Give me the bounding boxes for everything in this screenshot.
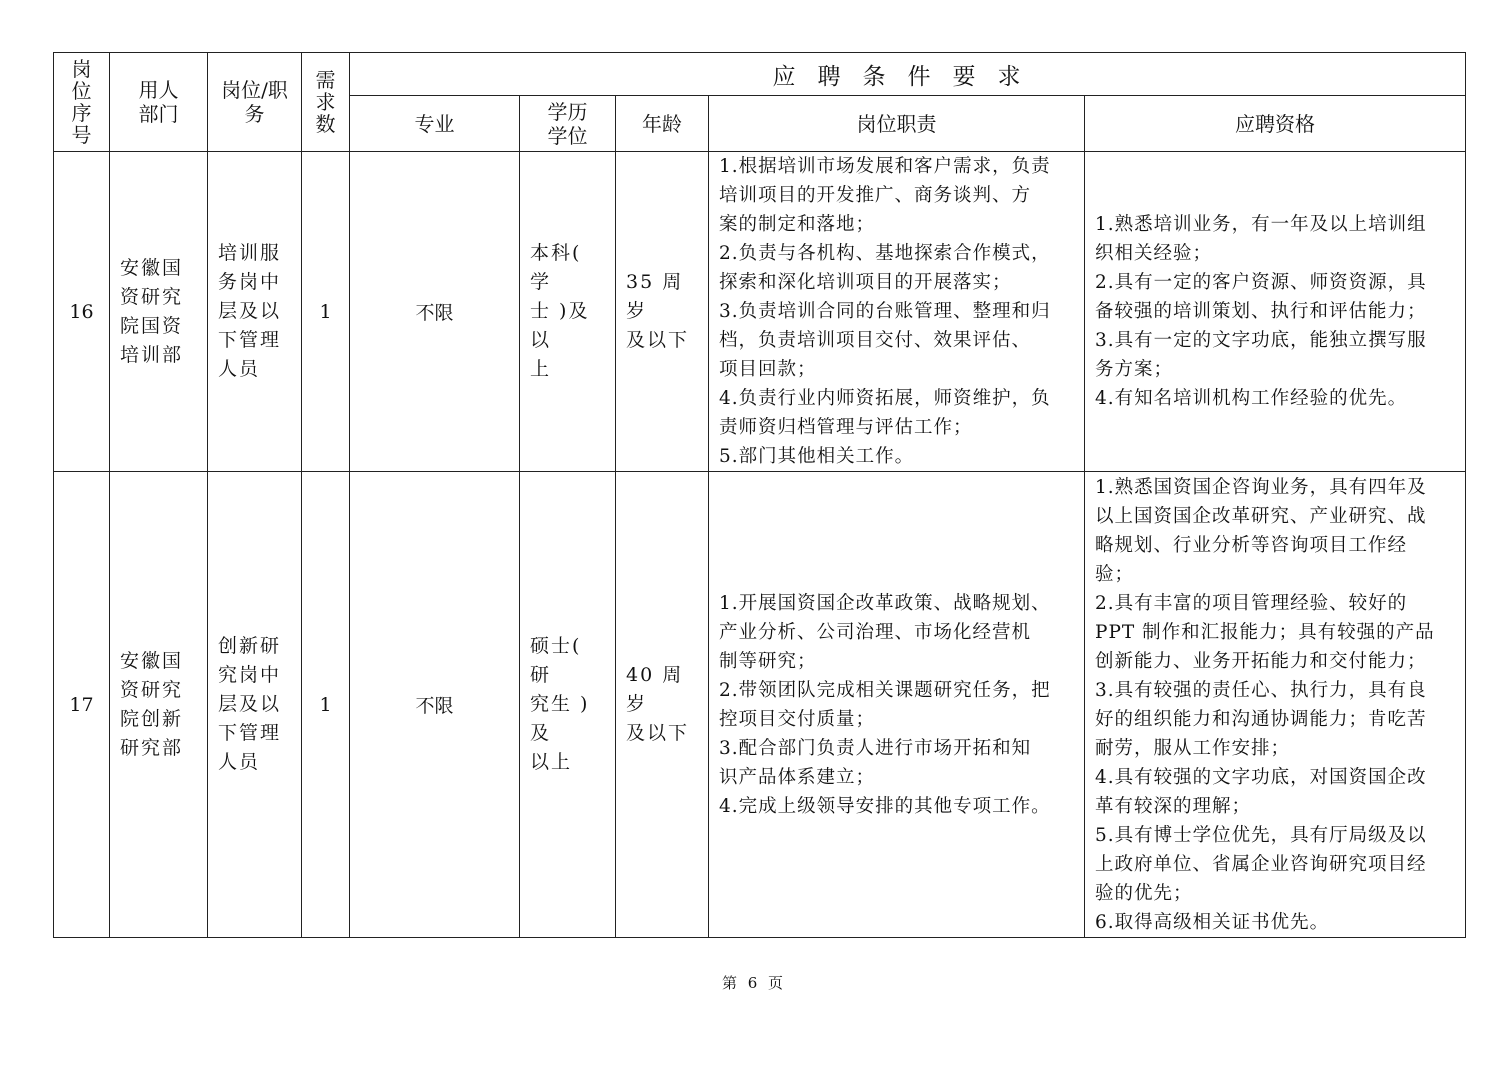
header-dept: 用人 部门: [110, 53, 208, 152]
table-row: [54, 472, 1466, 938]
table-row: [54, 152, 1466, 472]
row-position: 创新研 究岗中 层及以 下管理 人员: [208, 472, 302, 938]
page-number: 第 6 页: [721, 974, 787, 992]
header-qualifications: 应聘资格: [1085, 96, 1466, 152]
header-position: 岗位/职 务: [208, 53, 302, 152]
recruitment-table: [53, 52, 1466, 938]
row-dept: 安徽国 资研究 院国资 培训部: [110, 152, 208, 472]
row-duties: 1.开展国资国企改革政策、战略规划、 产业分析、公司治理、市场化经营机 制等研究； 2.带领团队完成相关课题研究任务，把 控项目交付质量； 3.配合部门负责人进行市场开拓和知 识产品体系建立； 4.完成上级领导安排的其他专项工作。: [709, 472, 1085, 938]
row-age: 40 周岁 及以下: [616, 472, 709, 938]
row-degree: 硕士( 研 究生 )及 以上: [520, 472, 616, 938]
header-major: 专业: [350, 96, 520, 152]
header-age: 年龄: [616, 96, 709, 152]
header-duties: 岗位职责: [709, 96, 1085, 152]
row-seq: 16: [54, 152, 110, 472]
row-qualifications: 1.熟悉国资国企咨询业务，具有四年及 以上国资国企改革研究、产业研究、战 略规划、行业分析等咨询项目工作经 验； 2.具有丰富的项目管理经验、较好的 PPT 制作和汇报能力；具有较强的产品 创新能力、业务开拓能力和交付能力； 3.具有较强的责任心、执行力，具有良 好的组织能力和沟通协调能力；肯吃苦 耐劳，服从工作安排； 4.具有较强的文字功底，对国资国企改 革有较深的理解； 5.具有博士学位优先，具有厅局级及以 上政府单位、省属企业咨询研究项目经 验的优先； 6.取得高级相关证书优先。: [1085, 472, 1466, 938]
row-major: 不限: [350, 152, 520, 472]
row-duties: 1.根据培训市场发展和客户需求，负责 培训项目的开发推广、商务谈判、方 案的制定和落地； 2.负责与各机构、基地探索合作模式， 探索和深化培训项目的开展落实； 3.负责培训合同的台账管理、整理和归 档，负责培训项目交付、效果评估、 项目回款； 4.负责行业内师资拓展，师资维护，负 责师资归档管理与评估工作； 5.部门其他相关工作。: [709, 152, 1085, 472]
row-degree: 本科( 学 士 )及以 上: [520, 152, 616, 472]
row-position: 培训服 务岗中 层及以 下管理 人员: [208, 152, 302, 472]
row-age: 35 周岁 及以下: [616, 152, 709, 472]
row-major: 不限: [350, 472, 520, 938]
header-seq: 岗 位 序 号: [54, 53, 110, 152]
row-count: 1: [302, 152, 350, 472]
row-qualifications: 1.熟悉培训业务，有一年及以上培训组 织相关经验； 2.具有一定的客户资源、师资资源，具 备较强的培训策划、执行和评估能力； 3.具有一定的文字功底，能独立撰写服 务方案； 4.有知名培训机构工作经验的优先。: [1085, 152, 1466, 472]
header-requirements: 应聘条件要求: [350, 53, 1466, 96]
row-seq: 17: [54, 472, 110, 938]
header-count: 需 求 数: [302, 53, 350, 152]
row-dept: 安徽国 资研究 院创新 研究部: [110, 472, 208, 938]
header-degree: 学历 学位: [520, 96, 616, 152]
row-count: 1: [302, 472, 350, 938]
